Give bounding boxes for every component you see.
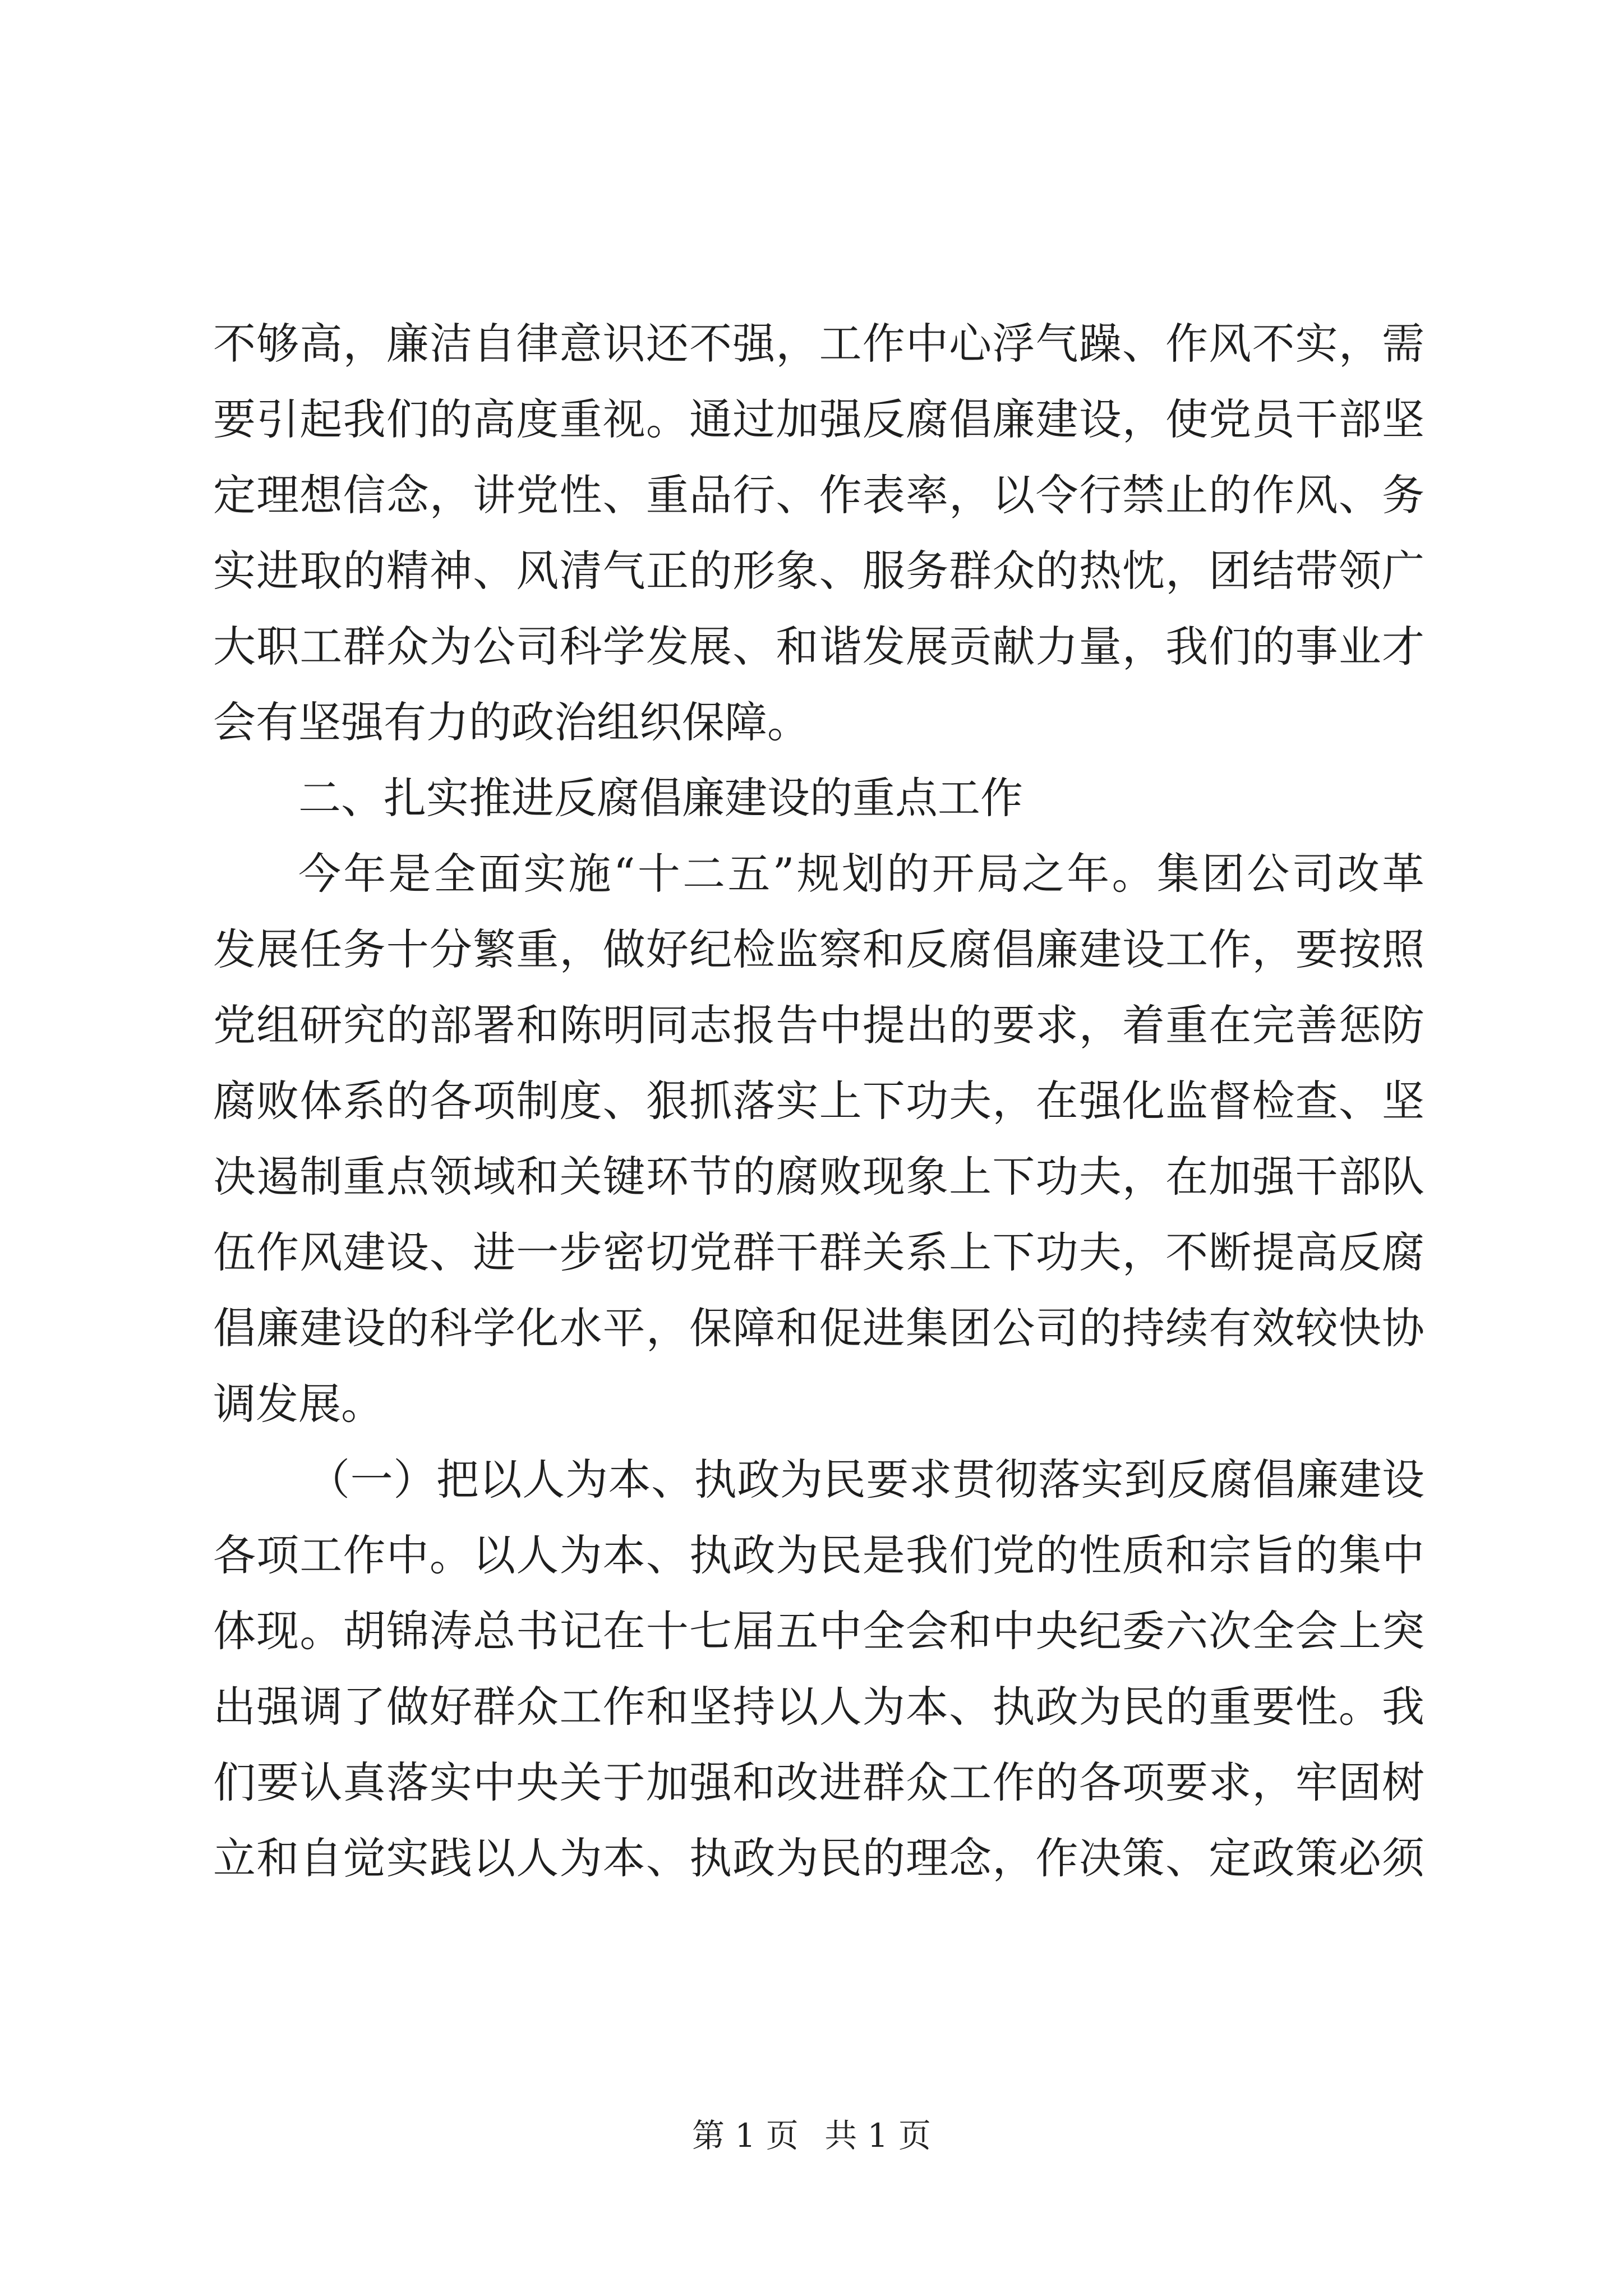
text-line: 发展任务十分繁重，做好纪检监察和反腐倡廉建设工作，要按照 <box>213 924 1424 974</box>
section-heading: 二、扎实推进反腐倡廉建设的重点工作 <box>298 773 1023 823</box>
text-line: 决遏制重点领域和关键环节的腐败现象上下功夫，在加强干部队 <box>213 1152 1424 1202</box>
text-line: 定理想信念，讲党性、重品行、作表率，以令行禁止的作风、务 <box>213 470 1424 520</box>
text-line: 伍作风建设、进一步密切党群干群关系上下功夫，不断提高反腐 <box>213 1227 1424 1277</box>
page-number: 第 1 页 <box>692 2116 799 2155</box>
page-total: 共 1 页 <box>824 2116 931 2155</box>
text-line: 今年是全面实施“十二五”规划的开局之年。集团公司改革 <box>298 849 1424 899</box>
text-line: 要引起我们的高度重视。通过加强反腐倡廉建设，使党员干部坚 <box>213 394 1424 444</box>
text-line: 出强调了做好群众工作和坚持以人为本、执政为民的重要性。我 <box>213 1682 1424 1732</box>
text-line: 会有坚强有力的政治组织保障。 <box>213 697 810 747</box>
text-line: 不够高，廉洁自律意识还不强，工作中心浮气躁、作风不实，需 <box>213 319 1424 369</box>
text-line: 倡廉建设的科学化水平，保障和促进集团公司的持续有效较快协 <box>213 1303 1424 1353</box>
text-line: 各项工作中。以人为本、执政为民是我们党的性质和宗旨的集中 <box>213 1530 1424 1580</box>
text-line: 实进取的精神、风清气正的形象、服务群众的热忱，团结带领广 <box>213 546 1424 596</box>
text-line: 体现。胡锦涛总书记在十七届五中全会和中央纪委六次全会上突 <box>213 1606 1424 1656</box>
text-line: 腐败体系的各项制度、狠抓落实上下功夫，在强化监督检查、坚 <box>213 1076 1424 1126</box>
text-line: 们要认真落实中央关于加强和改进群众工作的各项要求，牢固树 <box>213 1757 1424 1807</box>
page-footer <box>0 2109 1623 2156</box>
text-line: 党组研究的部署和陈明同志报告中提出的要求，着重在完善惩防 <box>213 1000 1424 1050</box>
text-line: 立和自觉实践以人为本、执政为民的理念，作决策、定政策必须 <box>213 1833 1424 1883</box>
text-line: 调发展。 <box>213 1379 384 1429</box>
subsection-heading-line: （一）把以人为本、执政为民要求贯彻落实到反腐倡廉建设 <box>307 1455 1424 1504</box>
text-line: 大职工群众为公司科学发展、和谐发展贡献力量，我们的事业才 <box>213 622 1424 671</box>
document-body <box>213 306 1424 1896</box>
